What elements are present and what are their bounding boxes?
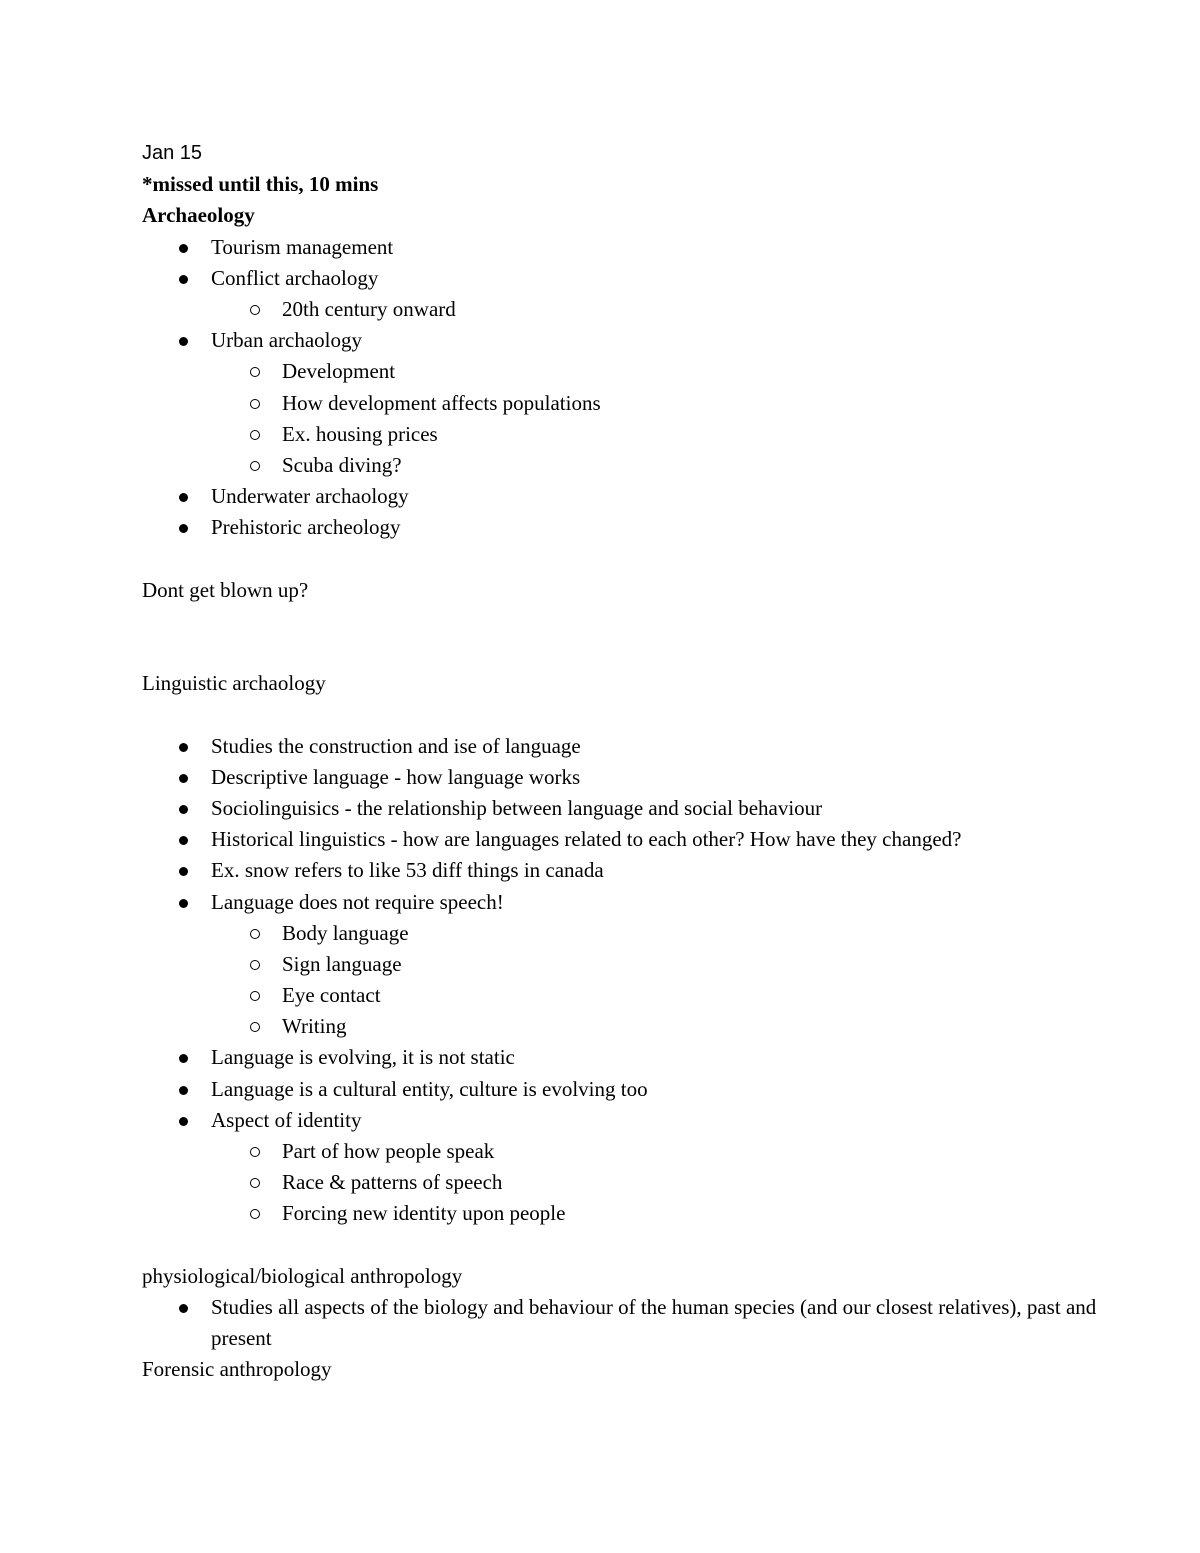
- list-item: Studies the construction and ise of language: [142, 731, 1102, 762]
- bullet-circle-icon: [250, 305, 260, 315]
- bullet-disc-icon: [179, 743, 188, 752]
- linguistic-list: [142, 731, 1102, 1230]
- list-item: Language does not require speech!: [142, 887, 1102, 918]
- list-item: Language is evolving, it is not static: [142, 1042, 1102, 1073]
- missed-note: *missed until this, 10 mins: [142, 172, 379, 197]
- sub-list-item: Scuba diving?: [142, 450, 1102, 481]
- bullet-circle-icon: [250, 1209, 260, 1219]
- bullet-circle-icon: [250, 461, 260, 471]
- sub-list-item: Forcing new identity upon people: [142, 1198, 1102, 1229]
- sub-list-item: Sign language: [142, 949, 1102, 980]
- blank-line: [142, 606, 1102, 637]
- list-item: Language is a cultural entity, culture is evolving too: [142, 1074, 1102, 1105]
- list-item: Historical linguistics - how are languages related to each other? How have they changed?: [142, 824, 1102, 855]
- bullet-circle-icon: [250, 399, 260, 409]
- blank-line: [142, 699, 1102, 730]
- bullet-disc-icon: [179, 1304, 188, 1313]
- sub-list-item: Development: [142, 356, 1102, 387]
- physiological-list: [142, 1292, 1102, 1354]
- bullet-disc-icon: [179, 1117, 188, 1126]
- list-item: Sociolinguisics - the relationship between language and social behaviour: [142, 793, 1102, 824]
- sub-list-item: Race & patterns of speech: [142, 1167, 1102, 1198]
- bullet-circle-icon: [250, 1147, 260, 1157]
- list-item: Descriptive language - how language works: [142, 762, 1102, 793]
- document-page: [142, 138, 1102, 1386]
- forensic-heading: Forensic anthropology: [142, 1357, 332, 1382]
- archaeology-list: [142, 232, 1102, 544]
- bullet-circle-icon: [250, 960, 260, 970]
- blown-up-note: Dont get blown up?: [142, 577, 309, 602]
- bullet-circle-icon: [250, 430, 260, 440]
- archaeology-heading: Archaeology: [142, 203, 255, 228]
- bullet-disc-icon: [179, 493, 188, 502]
- sub-list-item: Body language: [142, 918, 1102, 949]
- bullet-circle-icon: [250, 929, 260, 939]
- bullet-disc-icon: [179, 899, 188, 908]
- bullet-disc-icon: [179, 836, 188, 845]
- sub-list-item: Ex. housing prices: [142, 419, 1102, 450]
- blank-line: [142, 637, 1102, 668]
- linguistic-heading: Linguistic archaology: [142, 671, 326, 696]
- sub-list-item: 20th century onward: [142, 294, 1102, 325]
- list-item: Conflict archaology: [142, 263, 1102, 294]
- list-item: Tourism management: [142, 232, 1102, 263]
- sub-list-item: Part of how people speak: [142, 1136, 1102, 1167]
- bullet-disc-icon: [179, 1086, 188, 1095]
- bullet-disc-icon: [179, 1054, 188, 1063]
- list-item: Underwater archaology: [142, 481, 1102, 512]
- sub-list-item: Writing: [142, 1011, 1102, 1042]
- list-item: Prehistoric archeology: [142, 512, 1102, 543]
- bullet-disc-icon: [179, 774, 188, 783]
- bullet-disc-icon: [179, 337, 188, 346]
- bullet-circle-icon: [250, 1178, 260, 1188]
- bullet-disc-icon: [179, 244, 188, 253]
- bullet-disc-icon: [179, 524, 188, 533]
- sub-list-item: Eye contact: [142, 980, 1102, 1011]
- blank-line: [142, 543, 1102, 574]
- sub-list-item: How development affects populations: [142, 388, 1102, 419]
- bullet-disc-icon: [179, 275, 188, 284]
- bullet-circle-icon: [250, 367, 260, 377]
- bullet-circle-icon: [250, 1022, 260, 1032]
- physiological-heading: physiological/biological anthropology: [142, 1263, 463, 1288]
- bullet-disc-icon: [179, 805, 188, 814]
- bullet-disc-icon: [179, 867, 188, 876]
- bullet-circle-icon: [250, 991, 260, 1001]
- date-line: Jan 15: [142, 142, 203, 164]
- list-item: Urban archaology: [142, 325, 1102, 356]
- list-item: Studies all aspects of the biology and behaviour of the human species (and our closest relatives), past and present: [142, 1292, 1111, 1354]
- list-item: Aspect of identity: [142, 1105, 1102, 1136]
- blank-line: [142, 1230, 1102, 1261]
- list-item: Ex. snow refers to like 53 diff things in canada: [142, 855, 1102, 886]
